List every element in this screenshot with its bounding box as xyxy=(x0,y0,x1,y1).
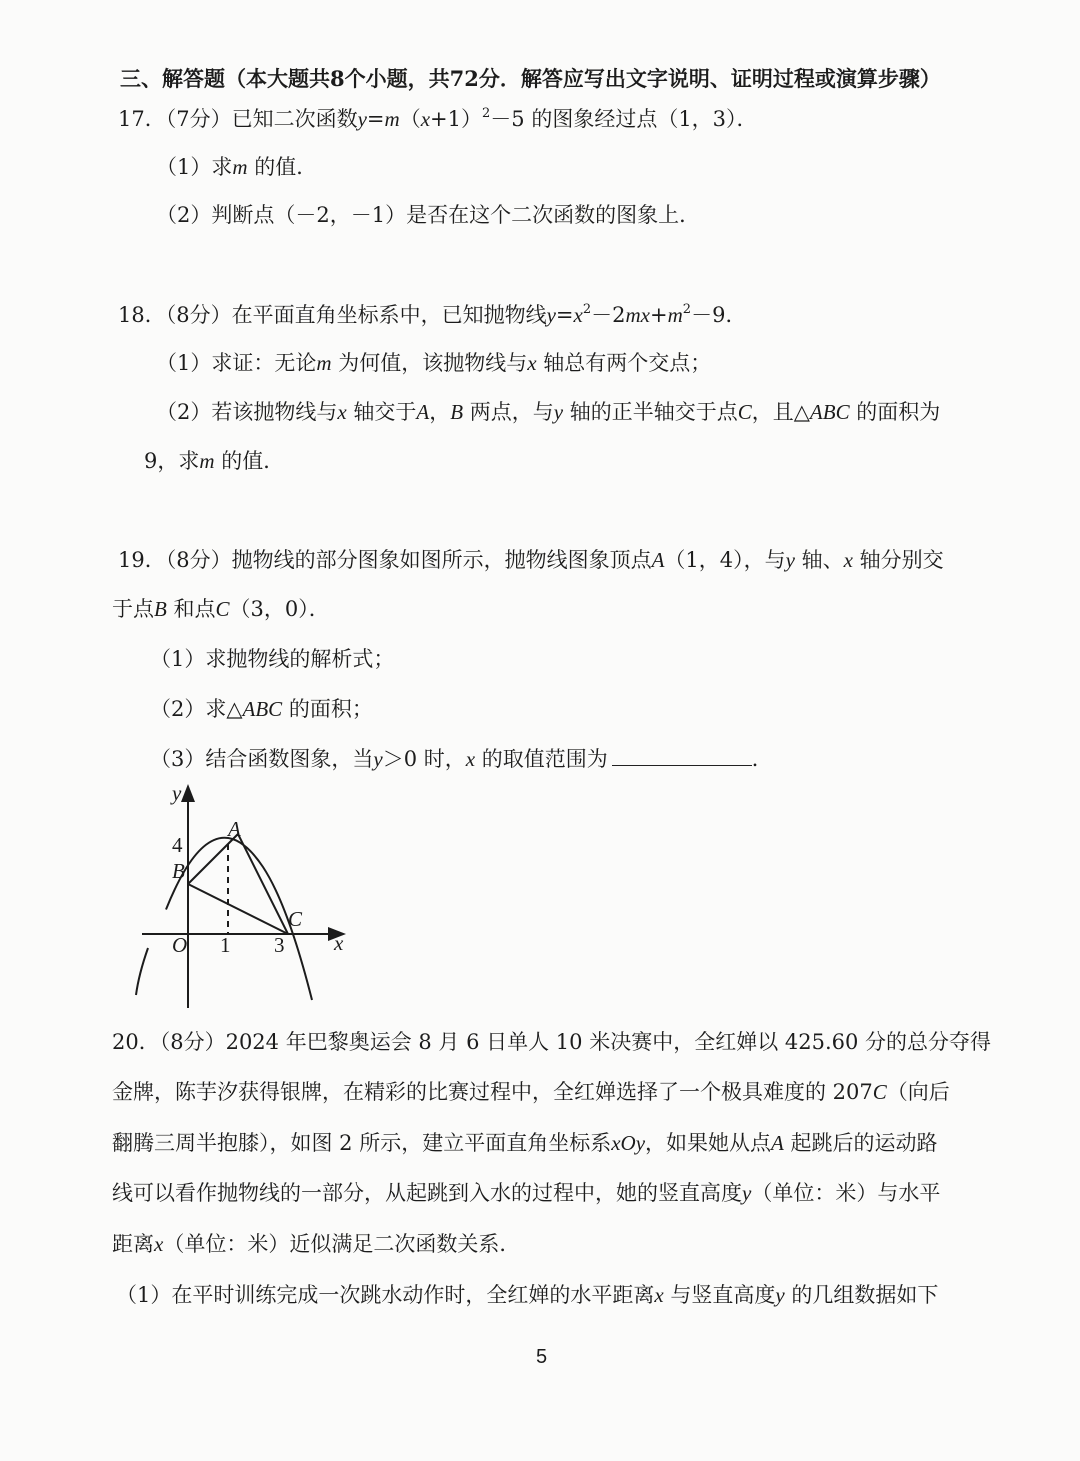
label-C: C xyxy=(288,907,303,931)
question-20-line-3: 翻腾三周半抱膝），如图 2 所示，建立平面直角坐标系xOy，如果她从点A 起跳后的运动路 xyxy=(112,1131,938,1155)
label-B: B xyxy=(172,859,185,883)
x-axis-label: x xyxy=(334,931,344,955)
question-18-part-2-cont: 9，求m 的值． xyxy=(144,449,285,473)
y-axis-label: y xyxy=(172,781,182,805)
question-20-line-2: 金牌，陈芋汐获得银牌，在精彩的比赛过程中，全红婵选择了一个极具难度的 207C（向后 xyxy=(112,1080,950,1104)
question-18-part-1: （1）求证：无论m 为何值，该抛物线与x 轴总有两个交点； xyxy=(156,351,712,375)
parabola-left-branch xyxy=(136,948,148,995)
question-17-stem: 17．（7分）已知二次函数$y=m(x+1)^2-5$ 的图象经过点（1，3）． xyxy=(118,106,758,131)
question-19-part-1: （1）求抛物线的解析式； xyxy=(150,647,395,671)
tick-1: 1 xyxy=(220,933,231,957)
question-20-line-1: 20．（8分）2024 年巴黎奥运会 8 月 6 日单人 10 米决赛中，全红婵以 425.60 分的总分夺得 xyxy=(112,1030,992,1054)
question-19-part-3: （3）结合函数图象，当y＞0 时，x 的取值范围为 ． xyxy=(150,747,773,771)
question-19-stem: 19．（8分）抛物线的部分图象如图所示，抛物线图象顶点A（1，4），与y 轴、x 轴分别交 xyxy=(118,548,944,572)
answer-blank xyxy=(612,747,752,766)
question-18-stem: 18．（8分）在平面直角坐标系中，已知抛物线$y=x^2-2mx+m^2-9$． xyxy=(118,302,747,327)
section-header: 三、解答题（本大题共8个小题，共72分．解答应写出文字说明、证明过程或演算步骤） xyxy=(120,66,941,91)
question-18-part-2: （2）若该抛物线与x 轴交于A，B 两点，与y 轴的正半轴交于点C，且△ABC 的面积为 xyxy=(156,400,941,424)
question-20-line-4: 线可以看作抛物线的一部分，从起跳到入水的过程中，她的竖直高度y（单位：米）与水平 xyxy=(112,1181,941,1205)
question-17-part-1: （1）求m 的值． xyxy=(156,155,318,179)
label-A: A xyxy=(228,817,241,841)
question-20-line-6: （1）在平时训练完成一次跳水动作时，全红婵的水平距离x 与竖直高度y 的几组数据如下 xyxy=(116,1283,939,1307)
question-19-stem-cont: 于点B 和点C（3，0）． xyxy=(112,597,330,621)
y-axis-arrow xyxy=(181,784,195,802)
page-number: 5 xyxy=(536,1346,548,1368)
segment-AC xyxy=(238,834,288,934)
parabola-figure xyxy=(128,780,368,1015)
question-19-part-2: （2）求△ABC 的面积； xyxy=(150,697,373,721)
question-17-part-2: （2）判断点（－2，－1）是否在这个二次函数的图象上． xyxy=(156,203,701,227)
tick-4: 4 xyxy=(172,833,183,857)
tick-3: 3 xyxy=(274,933,285,957)
segment-BC xyxy=(188,884,288,934)
origin-label: O xyxy=(172,933,188,957)
question-20-line-5: 距离x（单位：米）近似满足二次函数关系． xyxy=(112,1232,521,1256)
